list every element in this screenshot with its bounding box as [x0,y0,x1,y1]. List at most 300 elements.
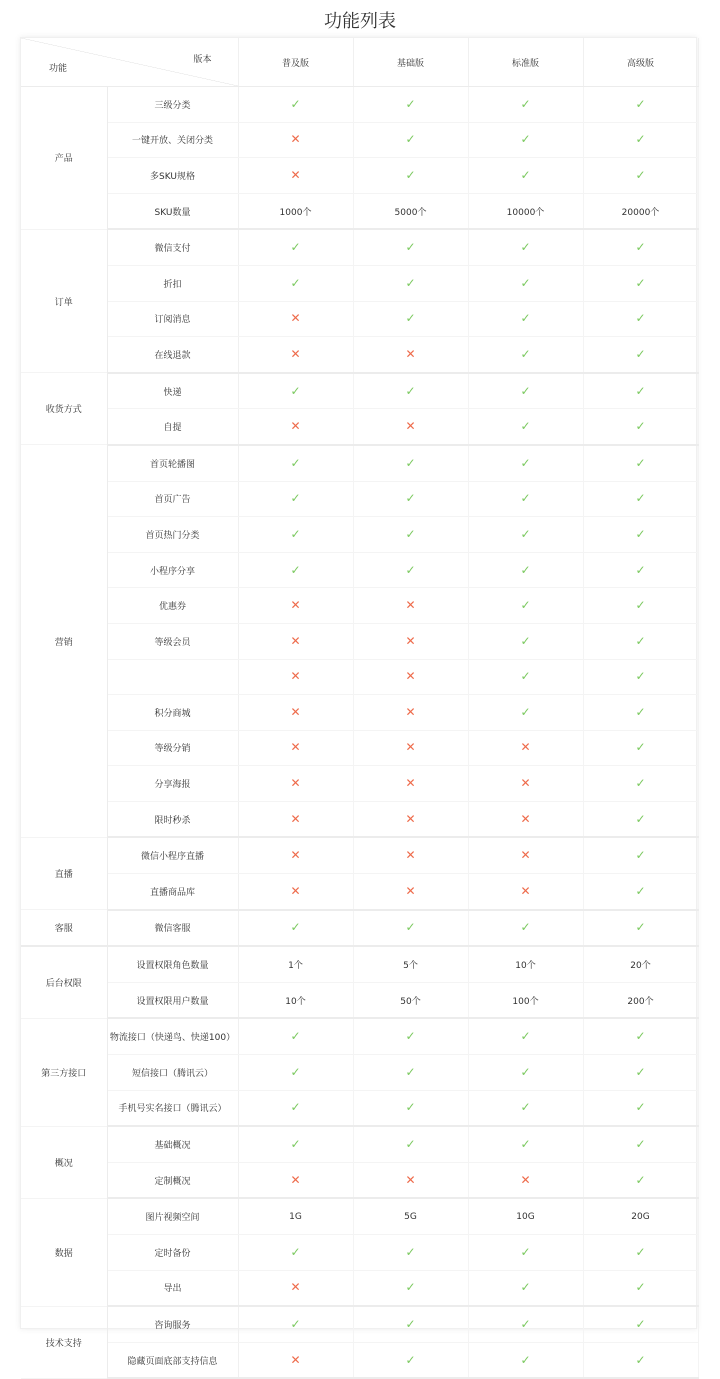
checkmark-icon: ✓ [290,275,301,290]
plan-value-cell [353,801,468,837]
plan-value-cell [583,265,698,301]
checkmark-icon: ✓ [635,1029,646,1044]
plan-value-cell [238,766,353,802]
checkmark-icon: ✓ [635,240,646,255]
checkmark-icon: ✓ [520,1029,531,1044]
cross-icon: ✕ [405,598,416,613]
plan-value-cell [468,766,583,802]
plan-value-cell [583,1126,698,1162]
table-row [21,481,698,517]
feature-name-cell: 图片视频空间 [107,1198,238,1234]
checkmark-icon: ✓ [405,1244,416,1259]
table-row [21,874,698,910]
feature-name-cell: 首页广告 [107,481,238,517]
plan-value-cell [353,1306,468,1342]
table-row [21,409,698,445]
plan-value-cell [468,874,583,910]
plan-value-cell [583,1162,698,1198]
cross-icon: ✕ [290,1280,301,1295]
plan-value-cell [583,481,698,517]
plan-value-cell [238,552,353,588]
plan-value-cell [468,265,583,301]
plan-value-cell [353,1342,468,1378]
checkmark-icon: ✓ [520,491,531,506]
cross-icon: ✕ [290,811,301,826]
plan-value-cell [583,552,698,588]
cross-icon: ✕ [290,704,301,719]
cross-icon: ✕ [520,883,531,898]
plan-value-cell: 5G [353,1198,468,1234]
plan-value-cell [583,623,698,659]
checkmark-icon: ✓ [405,1352,416,1367]
table-row [21,373,698,409]
checkmark-icon: ✓ [290,455,301,470]
plan-value-cell [353,87,468,123]
plan-value-cell [583,409,698,445]
plan-value-cell: 50个 [353,982,468,1018]
feature-name-cell: 优惠券 [107,588,238,624]
category-cell: 客服 [21,910,107,947]
table-row [21,87,698,123]
plan-value-cell [468,588,583,624]
plan-value-cell [468,1055,583,1091]
plan-value-cell [238,87,353,123]
plan-value-cell [583,910,698,947]
plan-value-cell [468,87,583,123]
checkmark-icon: ✓ [635,633,646,648]
feature-name-cell: 微信支付 [107,229,238,265]
plan-value-cell [238,158,353,194]
category-cell: 技术支持 [21,1306,107,1378]
table-row [21,588,698,624]
feature-table-card [20,37,697,1367]
plan-value-cell [238,1162,353,1198]
plan-value-cell [353,517,468,553]
checkmark-icon: ✓ [520,383,531,398]
table-row [21,946,698,982]
feature-name-cell [107,659,238,695]
table-row [21,1090,698,1126]
plan-value-cell [353,588,468,624]
plan-value-cell [468,1126,583,1162]
plan-value-cell [238,837,353,873]
checkmark-icon: ✓ [520,1100,531,1115]
plan-value-cell [353,837,468,873]
checkmark-icon: ✓ [635,848,646,863]
plan-value-cell [353,1090,468,1126]
table-row [21,301,698,337]
checkmark-icon: ✓ [520,1137,531,1152]
plan-value-cell [468,1018,583,1054]
plan-value-cell [238,910,353,947]
plan-value-cell [238,623,353,659]
cross-icon: ✕ [290,167,301,182]
plan-value-cell [468,1342,583,1378]
checkmark-icon: ✓ [405,1100,416,1115]
plan-value-cell [353,659,468,695]
feature-name-cell: 小程序分享 [107,552,238,588]
checkmark-icon: ✓ [635,883,646,898]
plan-value-cell [238,1055,353,1091]
plan-value-cell [583,695,698,731]
plan-value-cell [583,801,698,837]
plan-value-cell [353,1126,468,1162]
checkmark-icon: ✓ [520,562,531,577]
checkmark-icon: ✓ [520,1280,531,1295]
checkmark-icon: ✓ [635,704,646,719]
plan-value-cell [583,837,698,873]
cross-icon: ✕ [290,1172,301,1187]
plan-value-cell [238,1342,353,1378]
checkmark-icon: ✓ [405,132,416,147]
cross-icon: ✕ [405,1172,416,1187]
plan-value-cell [238,1306,353,1342]
plan-value-cell [238,445,353,481]
feature-name-cell: 在线退款 [107,337,238,373]
plan-value-cell [353,158,468,194]
plan-value-cell [468,801,583,837]
plan-value-cell [353,623,468,659]
checkmark-icon: ✓ [520,1064,531,1079]
checkmark-icon: ✓ [635,1064,646,1079]
table-row [21,193,698,229]
plan-value-cell [468,1306,583,1342]
cross-icon: ✕ [290,848,301,863]
category-cell: 营销 [21,445,107,838]
checkmark-icon: ✓ [290,1064,301,1079]
checkmark-icon: ✓ [405,275,416,290]
plan-value-cell [468,837,583,873]
table-row [21,265,698,301]
checkmark-icon: ✓ [520,633,531,648]
plan-value-cell: 20000个 [583,193,698,229]
feature-name-cell: 限时秒杀 [107,801,238,837]
plan-value-cell [468,301,583,337]
checkmark-icon: ✓ [405,455,416,470]
checkmark-icon: ✓ [635,526,646,541]
plan-value-cell [468,1090,583,1126]
cross-icon: ✕ [290,419,301,434]
feature-name-cell: 设置权限角色数量 [107,946,238,982]
checkmark-icon: ✓ [635,1316,646,1331]
checkmark-icon: ✓ [635,96,646,111]
table-row [21,158,698,194]
feature-name-cell: 自提 [107,409,238,445]
table-row [21,1162,698,1198]
checkmark-icon: ✓ [520,167,531,182]
table-row [21,1018,698,1054]
checkmark-icon: ✓ [635,311,646,326]
header-version-label: 版本 [193,55,212,65]
cross-icon: ✕ [290,1352,301,1367]
plan-value-cell [238,373,353,409]
plan-value-cell [238,1270,353,1306]
checkmark-icon: ✓ [405,920,416,935]
checkmark-icon: ✓ [520,704,531,719]
feature-name-cell: SKU数量 [107,193,238,229]
plan-value-cell [238,481,353,517]
cross-icon: ✕ [520,848,531,863]
checkmark-icon: ✓ [635,491,646,506]
plan-value-cell [353,1162,468,1198]
checkmark-icon: ✓ [290,1316,301,1331]
table-row [21,695,698,731]
feature-name-cell: 分享海报 [107,766,238,802]
plan-value-cell [238,1126,353,1162]
checkmark-icon: ✓ [520,1352,531,1367]
cross-icon: ✕ [290,633,301,648]
table-row [21,1126,698,1162]
checkmark-icon: ✓ [290,1137,301,1152]
feature-name-cell: 导出 [107,1270,238,1306]
checkmark-icon: ✓ [635,275,646,290]
checkmark-icon: ✓ [520,96,531,111]
checkmark-icon: ✓ [520,240,531,255]
plan-value-cell: 5000个 [353,193,468,229]
cross-icon: ✕ [405,848,416,863]
checkmark-icon: ✓ [290,383,301,398]
table-row [21,337,698,373]
plan-value-cell [238,337,353,373]
checkmark-icon: ✓ [520,132,531,147]
plan-value-cell [353,337,468,373]
cross-icon: ✕ [290,598,301,613]
table-row [21,910,698,947]
checkmark-icon: ✓ [405,1280,416,1295]
feature-table [21,38,699,1379]
plan-value-cell [583,517,698,553]
checkmark-icon: ✓ [635,167,646,182]
checkmark-icon: ✓ [635,1280,646,1295]
plan-value-cell: 20个 [583,946,698,982]
plan-value-cell [583,373,698,409]
header-corner-cell [21,38,238,87]
checkmark-icon: ✓ [635,1352,646,1367]
checkmark-icon: ✓ [405,562,416,577]
plan-value-cell: 10个 [468,946,583,982]
table-row [21,552,698,588]
checkmark-icon: ✓ [635,346,646,361]
plan-value-cell [353,1270,468,1306]
plan-value-cell [353,766,468,802]
table-row [21,1055,698,1091]
plan-value-cell [353,910,468,947]
cross-icon: ✕ [405,669,416,684]
checkmark-icon: ✓ [520,346,531,361]
table-row [21,1306,698,1342]
plan-value-cell: 100个 [468,982,583,1018]
plan-value-cell [583,766,698,802]
category-cell: 收货方式 [21,373,107,445]
plan-value-cell [468,409,583,445]
plan-value-cell [583,87,698,123]
feature-name-cell: 快递 [107,373,238,409]
header-row [21,38,698,87]
plan-value-cell [353,874,468,910]
category-cell: 第三方接口 [21,1018,107,1126]
cross-icon: ✕ [405,740,416,755]
checkmark-icon: ✓ [405,96,416,111]
cross-icon: ✕ [290,776,301,791]
feature-name-cell: 订阅消息 [107,301,238,337]
feature-name-cell: 首页热门分类 [107,517,238,553]
plan-value-cell [468,122,583,158]
plan-value-cell [468,229,583,265]
plan-value-cell [353,265,468,301]
feature-name-cell: 设置权限用户数量 [107,982,238,1018]
cross-icon: ✕ [405,633,416,648]
feature-name-cell: 一键开放、关闭分类 [107,122,238,158]
plan-value-cell [238,1090,353,1126]
plan-value-cell: 10G [468,1198,583,1234]
cross-icon: ✕ [520,776,531,791]
checkmark-icon: ✓ [520,1244,531,1259]
feature-name-cell: 等级分销 [107,730,238,766]
feature-name-cell: 积分商城 [107,695,238,731]
checkmark-icon: ✓ [290,1100,301,1115]
checkmark-icon: ✓ [405,167,416,182]
plan-value-cell [353,373,468,409]
plan-value-cell [353,409,468,445]
checkmark-icon: ✓ [290,491,301,506]
plan-value-cell: 1个 [238,946,353,982]
plan-value-cell [583,337,698,373]
plan-value-cell [238,409,353,445]
header-plan-standard: 标准版 [468,38,583,87]
plan-value-cell [468,517,583,553]
checkmark-icon: ✓ [520,598,531,613]
plan-value-cell [468,337,583,373]
plan-value-cell [583,1018,698,1054]
table-row [21,1235,698,1271]
checkmark-icon: ✓ [635,419,646,434]
page-title: 功能列表 [324,11,396,32]
feature-name-cell: 等级会员 [107,623,238,659]
feature-name-cell: 折扣 [107,265,238,301]
checkmark-icon: ✓ [520,526,531,541]
table-row [21,837,698,873]
plan-value-cell [238,801,353,837]
plan-value-cell [353,229,468,265]
category-cell: 直播 [21,837,107,909]
checkmark-icon: ✓ [405,526,416,541]
checkmark-icon: ✓ [520,311,531,326]
cross-icon: ✕ [290,346,301,361]
plan-value-cell [583,229,698,265]
plan-value-cell [583,1342,698,1378]
plan-value-cell [468,1270,583,1306]
table-row [21,623,698,659]
plan-value-cell [468,623,583,659]
plan-value-cell: 1G [238,1198,353,1234]
category-cell: 概况 [21,1126,107,1198]
feature-name-cell: 短信接口（腾讯云） [107,1055,238,1091]
cross-icon: ✕ [290,740,301,755]
plan-value-cell [468,659,583,695]
plan-value-cell: 20G [583,1198,698,1234]
plan-value-cell [468,373,583,409]
table-row [21,982,698,1018]
checkmark-icon: ✓ [290,240,301,255]
checkmark-icon: ✓ [635,562,646,577]
plan-value-cell [468,1162,583,1198]
cross-icon: ✕ [520,740,531,755]
plan-value-cell [468,910,583,947]
cross-icon: ✕ [405,776,416,791]
checkmark-icon: ✓ [405,491,416,506]
checkmark-icon: ✓ [405,240,416,255]
plan-value-cell [583,122,698,158]
cross-icon: ✕ [290,311,301,326]
checkmark-icon: ✓ [635,383,646,398]
plan-value-cell [238,265,353,301]
plan-value-cell [468,481,583,517]
plan-value-cell [353,552,468,588]
feature-name-cell: 咨询服务 [107,1306,238,1342]
plan-value-cell [353,730,468,766]
plan-value-cell [468,158,583,194]
plan-value-cell [353,1055,468,1091]
feature-name-cell: 微信客服 [107,910,238,947]
checkmark-icon: ✓ [635,669,646,684]
feature-name-cell: 定制概况 [107,1162,238,1198]
table-row [21,766,698,802]
table-row [21,1270,698,1306]
plan-value-cell [238,517,353,553]
table-row [21,730,698,766]
cross-icon: ✕ [520,1172,531,1187]
checkmark-icon: ✓ [520,419,531,434]
checkmark-icon: ✓ [635,1244,646,1259]
plan-value-cell [238,874,353,910]
feature-name-cell: 三级分类 [107,87,238,123]
plan-value-cell [353,301,468,337]
plan-value-cell [353,445,468,481]
plan-value-cell [468,445,583,481]
checkmark-icon: ✓ [635,920,646,935]
checkmark-icon: ✓ [635,132,646,147]
cross-icon: ✕ [405,346,416,361]
plan-value-cell [583,1270,698,1306]
plan-value-cell [238,301,353,337]
plan-value-cell: 10个 [238,982,353,1018]
table-row [21,659,698,695]
checkmark-icon: ✓ [290,562,301,577]
checkmark-icon: ✓ [290,920,301,935]
feature-name-cell: 手机号实名接口（腾讯云） [107,1090,238,1126]
plan-value-cell: 200个 [583,982,698,1018]
cross-icon: ✕ [405,883,416,898]
feature-name-cell: 隐藏页面底部支持信息 [107,1342,238,1378]
checkmark-icon: ✓ [290,1029,301,1044]
feature-name-cell: 物流接口（快递鸟、快递100） [107,1018,238,1054]
plan-value-cell [583,445,698,481]
table-row [21,1342,698,1378]
header-feature-label: 功能 [49,64,68,74]
table-row [21,229,698,265]
plan-value-cell [353,481,468,517]
feature-name-cell: 多SKU规格 [107,158,238,194]
plan-value-cell [468,552,583,588]
checkmark-icon: ✓ [520,275,531,290]
plan-value-cell [238,588,353,624]
plan-value-cell [238,730,353,766]
checkmark-icon: ✓ [520,920,531,935]
plan-value-cell [238,659,353,695]
plan-value-cell [238,1235,353,1271]
plan-value-cell [583,301,698,337]
plan-value-cell [583,158,698,194]
